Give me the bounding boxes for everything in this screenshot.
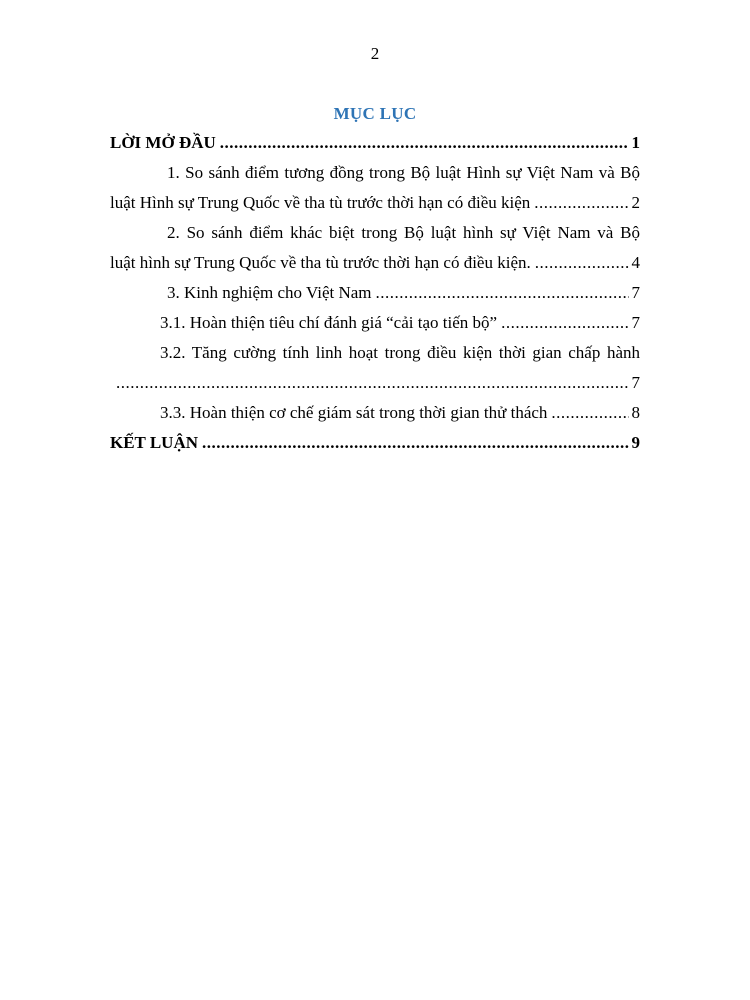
toc-entry-label: 3. Kinh nghiệm cho Việt Nam — [167, 283, 372, 302]
dot-leader — [501, 308, 628, 338]
dot-leader — [535, 248, 629, 278]
toc-entry-label: LỜI MỞ ĐẦU — [110, 133, 216, 152]
toc-entry-1-line2[interactable] — [110, 188, 640, 218]
toc-entry-label: 3.3. Hoàn thiện cơ chế giám sát trong thời gian thử thách — [160, 403, 548, 422]
toc-entry-3-3[interactable] — [110, 398, 640, 428]
dot-leader — [202, 428, 628, 458]
toc-entry-page: 8 — [631, 403, 640, 422]
dot-leader — [116, 368, 629, 398]
toc-entry-intro[interactable] — [110, 128, 640, 158]
toc-entry-page: 7 — [631, 283, 640, 302]
toc-entry-label: luật Hình sự Trung Quốc về tha tù trước thời hạn có điều kiện — [110, 193, 531, 212]
toc-entry-page: 7 — [631, 373, 640, 392]
toc-entry-label: KẾT LUẬN — [110, 433, 199, 452]
toc-entry-page: 2 — [631, 193, 640, 212]
table-of-contents — [110, 128, 640, 458]
toc-entry-page: 7 — [631, 313, 640, 332]
toc-entry-3-2-line1[interactable]: 3.2. Tăng cường tính linh hoạt trong điều kiện thời gian chấp hành — [160, 343, 640, 362]
dot-leader — [376, 278, 629, 308]
dot-leader — [551, 398, 628, 428]
toc-entry-label: 3.1. Hoàn thiện tiêu chí đánh giá “cải tạo tiến bộ” — [160, 313, 498, 332]
toc-entry-page: 4 — [631, 253, 640, 272]
toc-entry-page: 1 — [631, 133, 640, 152]
dot-leader — [220, 128, 629, 158]
toc-entry-2-line1[interactable]: 2. So sánh điểm khác biệt trong Bộ luật hình sự Việt Nam và Bộ — [167, 223, 640, 242]
page-number: 2 — [370, 44, 380, 63]
toc-entry-3-2-line2[interactable] — [110, 368, 640, 398]
toc-title: MỤC LỤC — [333, 104, 417, 123]
toc-entry-1-line1[interactable]: 1. So sánh điểm tương đồng trong Bộ luật Hình sự Việt Nam và Bộ — [167, 163, 640, 182]
toc-entry-3-1[interactable] — [110, 308, 640, 338]
dot-leader — [534, 188, 628, 218]
toc-entry-page: 9 — [631, 433, 640, 452]
toc-entry-3[interactable] — [110, 278, 640, 308]
toc-entry-2-line2[interactable] — [110, 248, 640, 278]
toc-entry-label: luật hình sự Trung Quốc về tha tù trước thời hạn có điều kiện. — [110, 253, 531, 272]
toc-entry-conclusion[interactable] — [110, 428, 640, 458]
